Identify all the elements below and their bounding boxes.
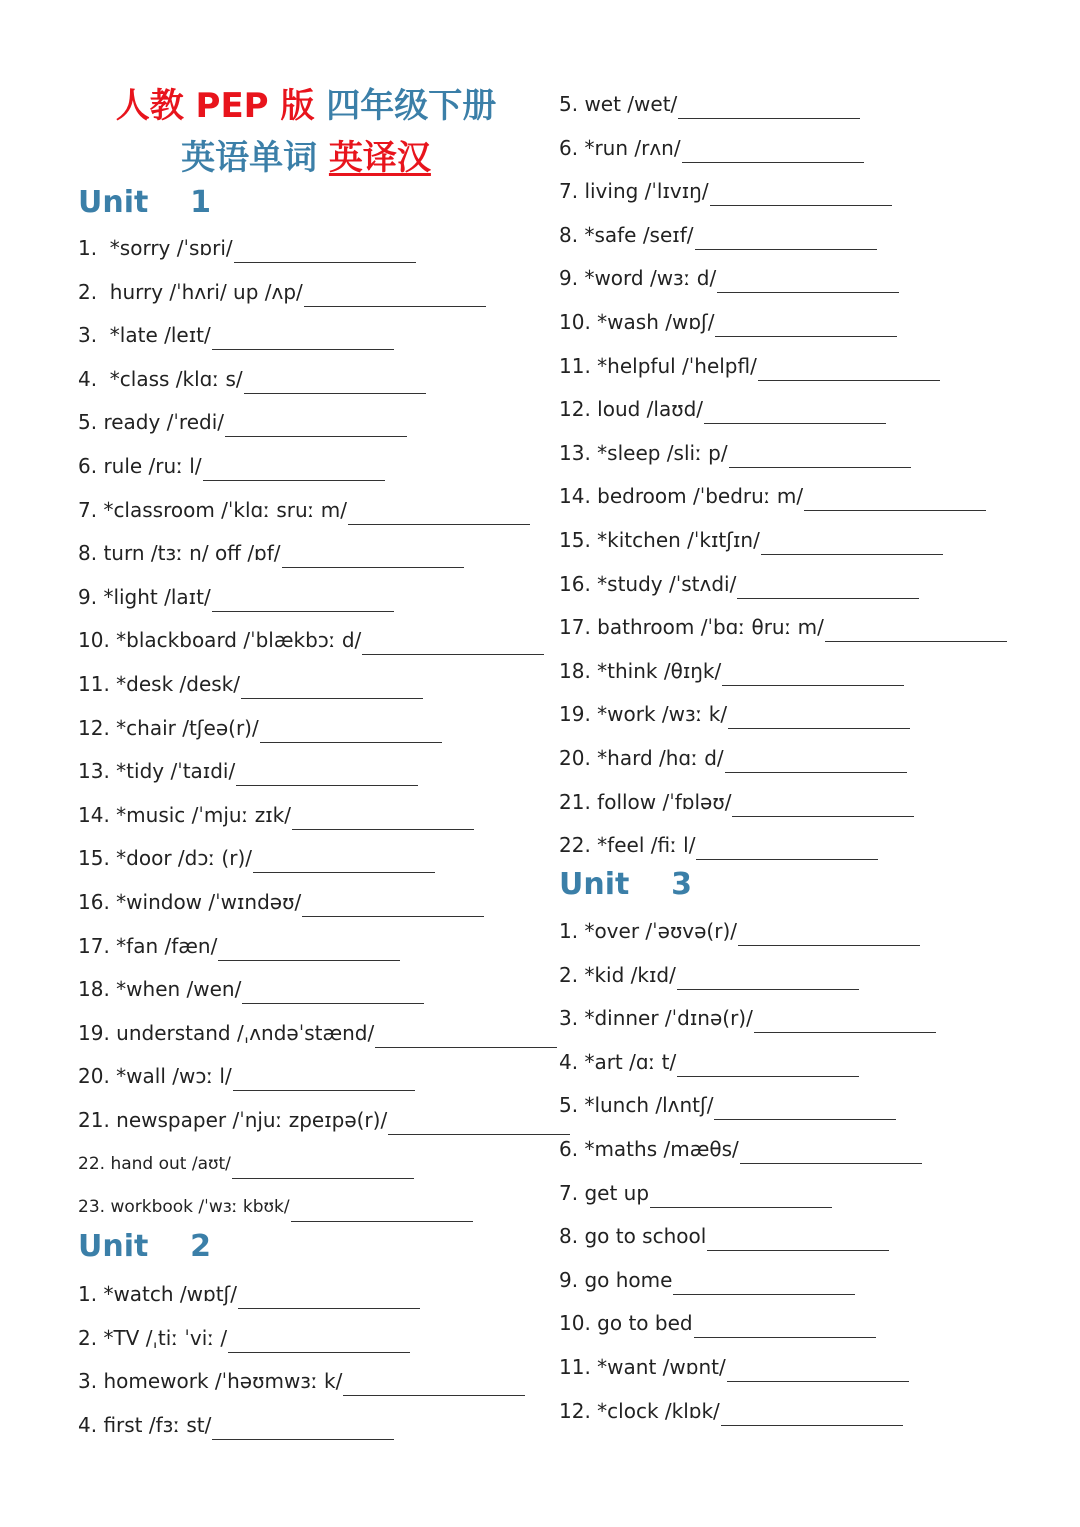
answer-blank[interactable] [678, 94, 860, 119]
answer-blank[interactable] [218, 936, 400, 961]
answer-blank[interactable] [737, 574, 919, 599]
vocab-item [559, 916, 920, 946]
answer-blank[interactable] [707, 1226, 889, 1251]
vocab-item [78, 1192, 473, 1222]
vocab-word: 13. *tidy /ˈtaɪdi/ [78, 759, 236, 784]
vocab-word: 11. *want /wɒnt/ [559, 1355, 726, 1379]
vocab-item [559, 830, 878, 860]
title-mode: 英译汉 [328, 138, 431, 178]
answer-blank[interactable] [244, 369, 426, 394]
vocab-word: 9. go home [559, 1267, 673, 1292]
vocab-item [559, 1178, 832, 1208]
vocab-item [78, 669, 423, 699]
vocab-word: 2. *TV /ˌtiː ˈviː / [78, 1325, 228, 1350]
vocab-item [78, 625, 544, 655]
answer-blank[interactable] [291, 1197, 473, 1222]
answer-blank[interactable] [282, 543, 464, 568]
vocab-item [78, 538, 464, 568]
answer-blank[interactable] [212, 587, 394, 612]
vocab-item [78, 887, 484, 917]
vocab-word: 7. living /ˈlɪvɪŋ/ [559, 179, 709, 204]
vocab-item [78, 277, 486, 307]
answer-blank[interactable] [242, 979, 424, 1004]
vocab-item [559, 699, 910, 729]
vocab-word: 19. *work /wɜː k/ [559, 702, 728, 727]
unit-1-heading: Unit 1 [78, 185, 211, 220]
vocab-item [78, 843, 435, 873]
vocab-word: 2. hurry /ˈhʌri/ up /ʌp/ [78, 279, 303, 304]
answer-blank[interactable] [241, 674, 423, 699]
answer-blank[interactable] [677, 1052, 859, 1077]
answer-blank[interactable] [375, 1023, 557, 1048]
vocab-word: 5. *lunch /lʌntʃ/ [559, 1093, 714, 1118]
answer-blank[interactable] [650, 1183, 832, 1208]
vocab-item [559, 263, 899, 293]
vocab-word: 10. go to bed [559, 1311, 693, 1336]
vocab-item [559, 612, 1007, 642]
vocab-word: 10. *wash /wɒʃ/ [559, 310, 715, 334]
vocab-item [559, 394, 886, 424]
answer-blank[interactable] [825, 617, 1007, 642]
answer-blank[interactable] [388, 1110, 570, 1135]
answer-blank[interactable] [717, 268, 899, 293]
vocab-word: 4. *art /ɑː t/ [559, 1049, 677, 1074]
answer-blank[interactable] [714, 1095, 896, 1120]
vocab-word: 10. *blackboard /ˈblækbɔː d/ [78, 628, 362, 653]
vocab-word: 17. *fan /fæn/ [78, 933, 218, 958]
vocab-word: 23. workbook /ˈwɜː kbʊk/ [78, 1197, 290, 1218]
worksheet-title-line-2 [78, 134, 534, 182]
answer-blank[interactable] [236, 761, 418, 786]
answer-blank[interactable] [304, 282, 486, 307]
vocab-word: 5. ready /ˈredi/ [78, 410, 224, 435]
answer-blank[interactable] [732, 792, 914, 817]
vocab-item [78, 320, 394, 350]
vocab-item [559, 438, 911, 468]
vocab-item [559, 176, 892, 206]
vocab-word: 5. wet /wet/ [559, 92, 678, 116]
title-edition: 人教 PEP 版 [115, 86, 315, 126]
vocab-word: 15. *kitchen /ˈkɪtʃɪn/ [559, 528, 760, 552]
vocab-item [78, 756, 418, 786]
vocab-word: 6. rule /ruː l/ [78, 454, 202, 478]
answer-blank[interactable] [738, 921, 920, 946]
answer-blank[interactable] [362, 630, 544, 655]
vocab-word: 12. *clock /klɒk/ [559, 1398, 720, 1423]
vocab-item [78, 1149, 414, 1179]
vocab-word: 21. newspaper /ˈnjuː zpeɪpə(r)/ [78, 1108, 388, 1132]
vocab-item [78, 800, 474, 830]
answer-blank[interactable] [343, 1371, 525, 1396]
vocab-word: 21. follow /ˈfɒləʊ/ [559, 789, 732, 814]
answer-blank[interactable] [238, 1284, 420, 1309]
vocab-word: 20. *wall /wɔː l/ [78, 1064, 232, 1089]
answer-blank[interactable] [715, 312, 897, 337]
vocab-item [78, 1018, 557, 1048]
answer-blank[interactable] [694, 1313, 876, 1338]
vocab-item [559, 960, 859, 990]
vocab-item [559, 1047, 859, 1077]
vocab-item [559, 133, 864, 163]
vocab-item [559, 569, 919, 599]
vocab-word: 4. first /fɜː st/ [78, 1412, 212, 1437]
vocab-word: 8. turn /tɜː n/ off /ɒf/ [78, 541, 281, 566]
vocab-word: 9. *word /wɜː d/ [559, 266, 717, 291]
answer-blank[interactable] [722, 661, 904, 686]
vocab-item [78, 407, 407, 437]
vocab-item [559, 1265, 855, 1295]
answer-blank[interactable] [292, 805, 474, 830]
vocab-word: 12. loud /laʊd/ [559, 397, 704, 422]
vocab-item [78, 1279, 420, 1309]
answer-blank[interactable] [758, 356, 940, 381]
answer-blank[interactable] [233, 1066, 415, 1091]
vocab-word: 13. *sleep /sliː p/ [559, 440, 728, 465]
title-subject: 英语单词 [181, 138, 318, 178]
vocab-word: 9. *light /laɪt/ [78, 584, 211, 609]
vocab-word: 3. homework /ˈhəʊmwɜː k/ [78, 1369, 343, 1394]
unit-3-heading: Unit 3 [559, 867, 692, 902]
answer-blank[interactable] [695, 225, 877, 250]
answer-blank[interactable] [348, 500, 530, 525]
answer-blank[interactable] [721, 1401, 903, 1426]
answer-blank[interactable] [260, 718, 442, 743]
vocab-word: 1. *sorry /ˈsɒri/ [78, 236, 233, 260]
vocab-word: 22. hand out /aʊt/ [78, 1153, 231, 1174]
answer-blank[interactable] [228, 1328, 410, 1353]
answer-blank[interactable] [673, 1270, 855, 1295]
vocab-item [559, 743, 907, 773]
answer-blank[interactable] [704, 399, 886, 424]
unit-2-heading: Unit 2 [78, 1229, 211, 1264]
vocab-word: 7. get up [559, 1180, 650, 1205]
vocab-item [78, 1061, 415, 1091]
vocab-word: 3. *dinner /ˈdɪnə(r)/ [559, 1006, 753, 1031]
answer-blank[interactable] [710, 181, 892, 206]
vocab-word: 1. *watch /wɒtʃ/ [78, 1282, 238, 1306]
answer-blank[interactable] [725, 748, 907, 773]
vocab-item [78, 1105, 570, 1135]
answer-blank[interactable] [302, 892, 484, 917]
answer-blank[interactable] [234, 238, 416, 263]
vocab-word: 15. *door /dɔː (r)/ [78, 846, 252, 871]
vocab-item [559, 307, 897, 337]
vocab-item [78, 1323, 410, 1353]
vocab-item [78, 451, 385, 481]
vocab-word: 18. *think /θɪŋk/ [559, 658, 722, 683]
answer-blank[interactable] [728, 704, 910, 729]
vocab-item [78, 582, 394, 612]
vocab-word: 11. *desk /desk/ [78, 672, 241, 696]
answer-blank[interactable] [740, 1139, 922, 1164]
vocab-word: 17. bathroom /ˈbɑː θruː m/ [559, 615, 824, 640]
answer-blank[interactable] [677, 965, 859, 990]
vocab-item [559, 525, 943, 555]
answer-blank[interactable] [729, 443, 911, 468]
vocab-item [78, 931, 400, 961]
vocab-word: 8. *safe /seɪf/ [559, 222, 694, 247]
answer-blank[interactable] [232, 1154, 414, 1179]
vocab-item [559, 1221, 889, 1251]
vocab-item [559, 1308, 876, 1338]
vocab-item [559, 1396, 903, 1426]
vocab-item [559, 220, 877, 250]
vocab-word: 8. go to school [559, 1224, 707, 1249]
vocab-word: 16. *window /ˈwɪndəʊ/ [78, 890, 302, 914]
vocab-item [78, 713, 442, 743]
vocab-item [559, 481, 986, 511]
vocab-item [559, 787, 914, 817]
vocab-item [78, 1410, 394, 1440]
answer-blank[interactable] [225, 412, 407, 437]
answer-blank[interactable] [212, 325, 394, 350]
vocab-word: 3. *late /leɪt/ [78, 323, 211, 348]
answer-blank[interactable] [754, 1008, 936, 1033]
vocab-item [559, 1003, 936, 1033]
vocab-word: 6. *run /rʌn/ [559, 135, 681, 160]
answer-blank[interactable] [696, 835, 878, 860]
vocab-word: 19. understand /ˌʌndəˈstænd/ [78, 1020, 375, 1045]
vocab-item [78, 233, 416, 263]
answer-blank[interactable] [682, 138, 864, 163]
vocab-item [559, 351, 940, 381]
vocab-item [78, 364, 426, 394]
title-grade: 四年级下册 [326, 86, 497, 126]
vocab-word: 18. *when /wen/ [78, 977, 242, 1002]
vocab-word: 4. *class /klɑː s/ [78, 366, 243, 391]
answer-blank[interactable] [212, 1415, 394, 1440]
vocab-item [559, 89, 860, 119]
answer-blank[interactable] [804, 486, 986, 511]
vocab-item [559, 1352, 909, 1382]
answer-blank[interactable] [761, 530, 943, 555]
vocab-word: 14. *music /ˈmjuː zɪk/ [78, 802, 291, 827]
vocab-word: 7. *classroom /ˈklɑː sruː m/ [78, 497, 347, 522]
vocab-item [78, 495, 530, 525]
vocab-word: 14. bedroom /ˈbedruː m/ [559, 484, 804, 509]
answer-blank[interactable] [727, 1357, 909, 1382]
vocab-word: 2. *kid /kɪd/ [559, 962, 676, 987]
vocab-item [78, 974, 424, 1004]
worksheet-title-line-1 [78, 82, 534, 130]
answer-blank[interactable] [203, 456, 385, 481]
vocab-word: 11. *helpful /ˈhelpfl/ [559, 353, 757, 378]
vocab-item [78, 1366, 525, 1396]
vocab-word: 6. *maths /mæθs/ [559, 1137, 739, 1161]
vocab-word: 1. *over /ˈəʊvə(r)/ [559, 919, 737, 943]
vocab-word: 12. *chair /tʃeə(r)/ [78, 715, 259, 740]
vocab-item [559, 1090, 896, 1120]
vocab-word: 20. *hard /hɑː d/ [559, 746, 724, 770]
vocab-word: 16. *study /ˈstʌdi/ [559, 571, 737, 596]
vocab-item [559, 656, 904, 686]
vocab-item [559, 1134, 922, 1164]
answer-blank[interactable] [253, 848, 435, 873]
vocab-word: 22. *feel /fiː l/ [559, 833, 696, 858]
